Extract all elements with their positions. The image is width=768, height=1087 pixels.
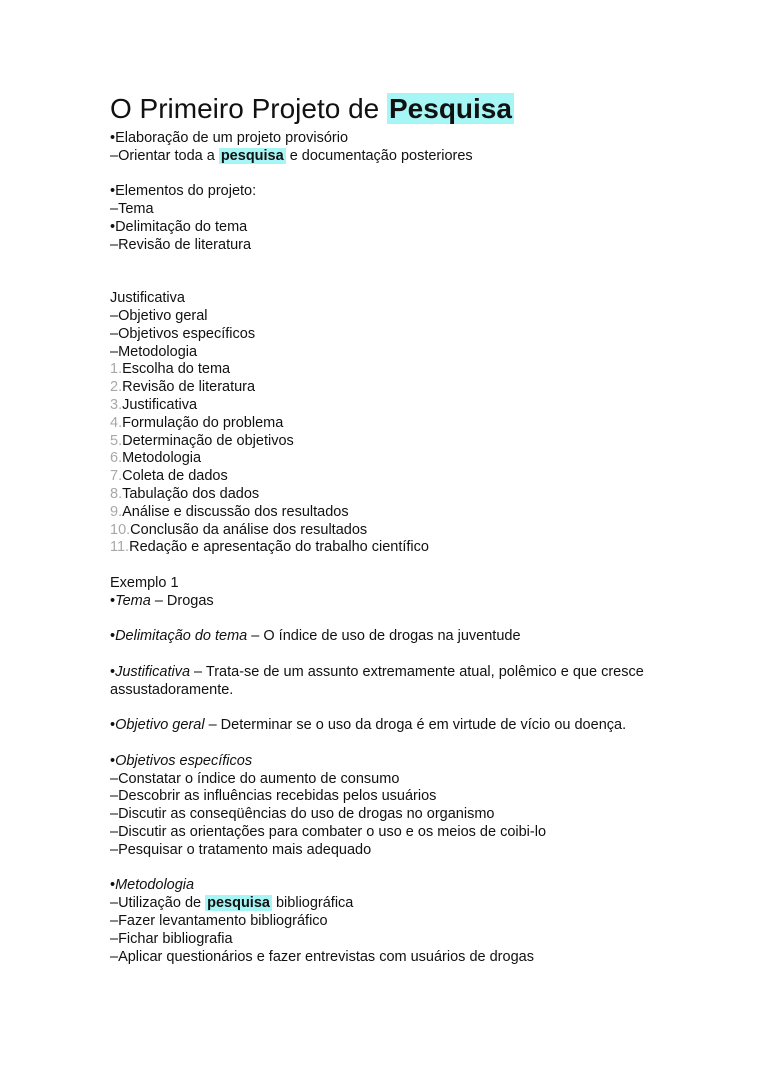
example-objetivos-especificos: •Objetivos específicos	[110, 752, 253, 769]
justificativa-line: –Objetivos específicos	[110, 325, 256, 342]
step-number: 4.	[110, 414, 123, 431]
justificativa-line: –Objetivo geral	[110, 307, 208, 324]
met-item	[110, 895, 728, 913]
step-number: 9.	[110, 503, 123, 520]
step-text: Determinação de objetivos	[122, 432, 294, 449]
step-item	[110, 450, 728, 468]
example-delimitacao: •Delimitação do tema – O índice de uso de drogas na juventude	[110, 628, 521, 645]
step-item	[110, 433, 728, 451]
step-number: 5.	[110, 432, 123, 449]
step-text: Análise e discussão dos resultados	[122, 503, 349, 520]
step-item	[110, 397, 728, 415]
example-spec-label: Objetivos específicos	[115, 752, 253, 769]
example-objetivo-geral: •Objetivo geral – Determinar se o uso da droga é em virtude de vício ou doença.	[110, 717, 627, 734]
example-tema-text: – Drogas	[150, 592, 214, 609]
met-item: –Fichar bibliografia	[110, 930, 233, 947]
spec-item: –Discutir as orientações para combater o uso e os meios de coibi-lo	[110, 824, 547, 841]
step-text: Formulação do problema	[122, 414, 284, 431]
example-tema: •Tema – Drogas	[110, 592, 214, 609]
step-number: 8.	[110, 485, 123, 502]
step-item	[110, 522, 728, 540]
example-obj-label: Objetivo geral	[115, 717, 205, 734]
elements-line: •Delimitação do tema	[110, 218, 248, 235]
intro-dash-after: e documentação posteriores	[285, 147, 473, 164]
page-title	[110, 90, 728, 128]
step-item	[110, 468, 728, 486]
step-item	[110, 539, 728, 557]
spec-item: –Descobrir as influências recebidas pelos usuários	[110, 788, 437, 805]
step-number: 3.	[110, 396, 123, 413]
elements-line: –Tema	[110, 201, 154, 218]
step-item	[110, 504, 728, 522]
step-item	[110, 415, 728, 433]
elements-line: –Revisão de literatura	[110, 236, 252, 253]
step-text: Revisão de literatura	[122, 379, 256, 396]
step-number: 7.	[110, 468, 123, 485]
step-number: 11.	[110, 539, 130, 556]
elements-line: •Elementos do projeto:	[110, 183, 257, 200]
step-number: 1.	[110, 361, 123, 378]
example-just-label: Justificativa	[115, 663, 191, 680]
step-text: Justificativa	[122, 396, 198, 413]
example-delim-label: Delimitação do tema	[115, 628, 248, 645]
example-met-label: Metodologia	[115, 877, 195, 894]
step-text: Coleta de dados	[122, 468, 228, 485]
title-prefix: O Primeiro Projeto de	[110, 93, 387, 124]
step-item	[110, 486, 728, 504]
example-obj-text: – Determinar se o uso da droga é em virtude de vício ou doença.	[204, 717, 627, 734]
justificativa-line: Justificativa	[110, 290, 185, 307]
document-page	[110, 90, 728, 966]
met-first-highlight: pesquisa	[207, 895, 270, 912]
step-item	[110, 361, 728, 379]
step-text: Conclusão da análise dos resultados	[130, 521, 368, 538]
example-delim-text: – O índice de uso de drogas na juventude	[247, 628, 521, 645]
intro-dash-before: –Orientar toda a	[110, 147, 219, 164]
met-first-before: –Utilização de	[110, 895, 206, 912]
example-metodologia: •Metodologia	[110, 877, 195, 894]
example-tema-label: Tema	[115, 592, 151, 609]
met-item: –Aplicar questionários e fazer entrevistas com usuários de drogas	[110, 948, 534, 965]
met-first-after: bibliográfica	[271, 895, 354, 912]
step-text: Redação e apresentação do trabalho científico	[129, 539, 429, 556]
met-item: –Fazer levantamento bibliográfico	[110, 913, 328, 930]
spec-item: –Discutir as conseqüências do uso de drogas no organismo	[110, 806, 495, 823]
intro-dash-highlight: pesquisa	[220, 147, 284, 164]
example-justificativa: •Justificativa – Trata-se de um assunto extremamente atual, polêmico e que cresce assustadoramente.	[110, 663, 644, 698]
step-item	[110, 379, 728, 397]
step-number: 6.	[110, 450, 123, 467]
spec-item: –Constatar o índice do aumento de consumo	[110, 770, 400, 787]
spec-item: –Pesquisar o tratamento mais adequado	[110, 841, 372, 858]
step-text: Tabulação dos dados	[122, 485, 260, 502]
intro-dash-line	[110, 148, 728, 166]
step-text: Escolha do tema	[122, 361, 231, 378]
step-number: 10.	[110, 521, 131, 538]
justificativa-line: –Metodologia	[110, 343, 198, 360]
intro-bullet: •Elaboração de um projeto provisório	[110, 130, 349, 146]
title-highlight: Pesquisa	[389, 93, 512, 124]
example-just-text: – Trata-se de um assunto extremamente atual, polêmico e que cresce assustadoramente.	[110, 663, 644, 698]
step-number: 2.	[110, 379, 123, 396]
step-text: Metodologia	[122, 450, 202, 467]
example-heading: Exemplo 1	[110, 574, 179, 591]
